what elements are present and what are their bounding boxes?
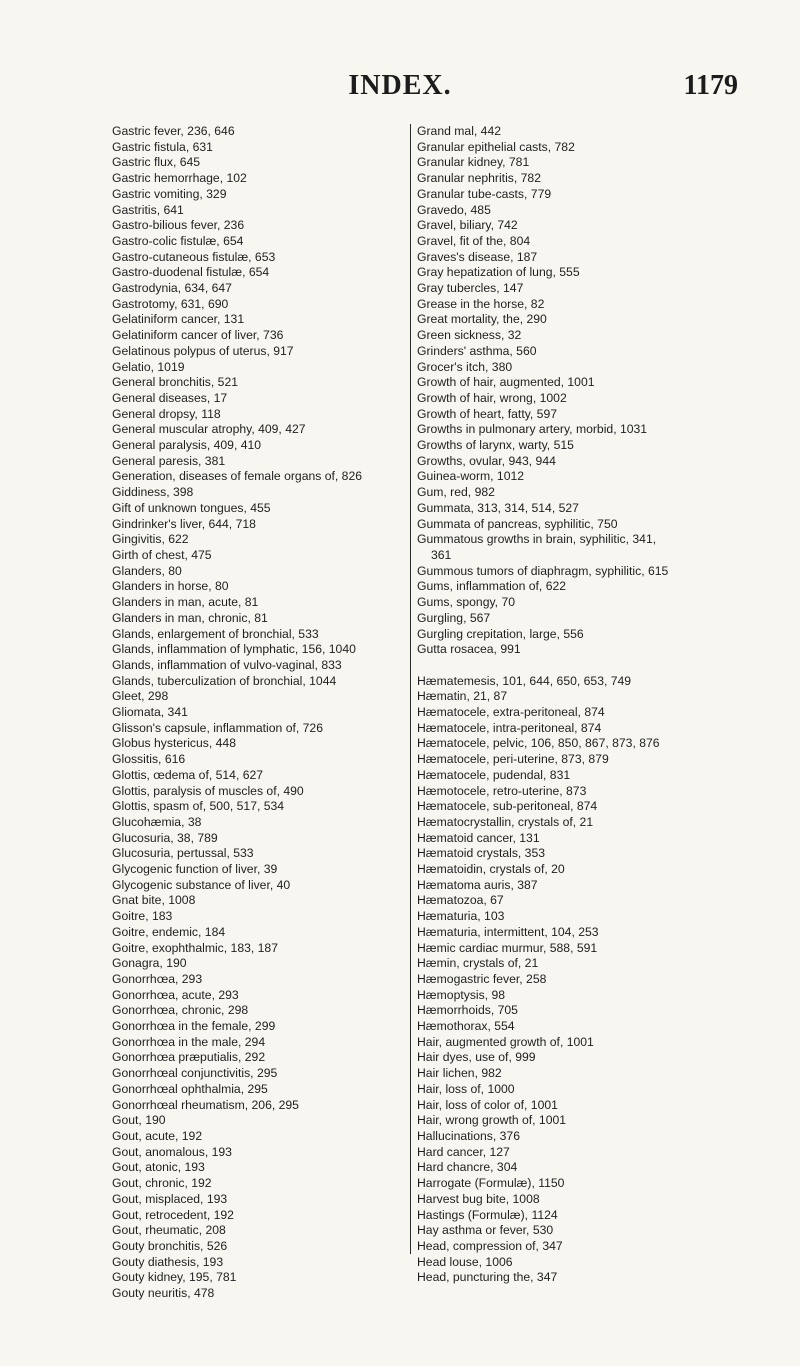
index-entry: Gastro-cutaneous fistulæ, 653 xyxy=(112,249,276,264)
index-entry: Gastric hemorrhage, 102 xyxy=(112,171,247,186)
index-entry: Gonorrhœa in the male, 294 xyxy=(112,1034,266,1049)
index-entry: General paresis, 381 xyxy=(112,453,226,468)
index-entry: Hæmogastric fever, 258 xyxy=(417,971,547,986)
index-entry: Granular tube-casts, 779 xyxy=(417,186,552,201)
index-entry: Gummata, 313, 314, 514, 527 xyxy=(417,500,579,515)
index-entry: Gelatiniform cancer of liver, 736 xyxy=(112,328,284,343)
index-entry: Hard chancre, 304 xyxy=(417,1160,518,1175)
index-entry: Grand mal, 442 xyxy=(417,124,502,138)
index-entry: Gummous tumors of diaphragm, syphilitic, 615 xyxy=(417,563,669,578)
index-entry: Gouty bronchitis, 526 xyxy=(112,1238,228,1253)
index-entry: Glisson's capsule, inflammation of, 726 xyxy=(112,720,323,735)
index-entry: Gastro-colic fistulæ, 654 xyxy=(112,233,244,248)
index-entry: Hay asthma or fever, 530 xyxy=(417,1223,554,1238)
index-entry: Gonorrhœa præputialis, 292 xyxy=(112,1050,266,1065)
index-entry: Glanders, 80 xyxy=(112,563,182,578)
index-entry: Gravedo, 485 xyxy=(417,202,491,217)
index-entry: Hæmatemesis, 101, 644, 650, 653, 749 xyxy=(417,673,632,688)
index-entry: Goitre, 183 xyxy=(112,909,173,924)
index-entry: Giddiness, 398 xyxy=(112,485,194,500)
index-entry: Glucosuria, 38, 789 xyxy=(112,830,218,845)
index-entry: Generation, diseases of female organs of, 826 xyxy=(112,469,362,484)
index-entry: Grocer's itch, 380 xyxy=(417,359,513,374)
index-entry: General muscular atrophy, 409, 427 xyxy=(112,422,306,437)
index-entry: Gout, misplaced, 193 xyxy=(112,1191,228,1206)
index-entry: Glands, inflammation of vulvo-vaginal, 833 xyxy=(112,657,342,672)
index-entry: Glanders in horse, 80 xyxy=(112,579,229,594)
index-entry: Gastritis, 641 xyxy=(112,202,184,217)
index-entry: Hæmothorax, 554 xyxy=(417,1019,515,1034)
index-entry: Gonorrhœa, acute, 293 xyxy=(112,987,239,1002)
index-entry: Girth of chest, 475 xyxy=(112,547,212,562)
index-entry: Gastrotomy, 631, 690 xyxy=(112,296,229,311)
index-entry: Gurgling crepitation, large, 556 xyxy=(417,626,584,641)
index-entry: Globus hystericus, 448 xyxy=(112,736,236,751)
index-entry: Granular kidney, 781 xyxy=(417,155,530,170)
index-entry: Glottis, œdema of, 514, 627 xyxy=(112,767,264,782)
index-entry: Gastric vomiting, 329 xyxy=(112,186,227,201)
index-entry: Hair, loss of color of, 1001 xyxy=(417,1097,558,1112)
index-entry: Growth of heart, fatty, 597 xyxy=(417,406,558,421)
index-entry: Gastric fever, 236, 646 xyxy=(112,124,235,138)
index-entry: Gonagra, 190 xyxy=(112,956,187,971)
index-entry: Glucosuria, pertussal, 533 xyxy=(112,846,254,861)
index-entry: Hæmatozoa, 67 xyxy=(417,893,504,908)
index-entry: Gutta rosacea, 991 xyxy=(417,642,521,657)
index-entry: Gastric fistula, 631 xyxy=(112,139,213,154)
index-entry: Great mortality, the, 290 xyxy=(417,312,547,327)
column-divider xyxy=(410,124,411,1254)
index-entry: Gonorrhœa, 293 xyxy=(112,971,203,986)
index-column-right xyxy=(417,124,717,1286)
index-entry: Hæmatocrystallin, crystals of, 21 xyxy=(417,814,594,829)
index-entry: Hæmotocele, retro-uterine, 873 xyxy=(417,783,587,798)
index-entry: Granular nephritis, 782 xyxy=(417,171,541,186)
index-entry: Hæmatocele, pudendal, 831 xyxy=(417,767,571,782)
index-entry: Gravel, fit of the, 804 xyxy=(417,233,531,248)
index-entry: Hæmatocele, extra-peritoneal, 874 xyxy=(417,705,605,719)
index-entry: Hæmatin, 21, 87 xyxy=(417,689,508,704)
index-entry: Hair, loss of, 1000 xyxy=(417,1081,515,1096)
index-entry: General dropsy, 118 xyxy=(112,406,221,421)
index-entry: Gouty neuritis, 478 xyxy=(112,1286,215,1301)
index-entry: Head louse, 1006 xyxy=(417,1254,513,1269)
index-entry: Granular epithelial casts, 782 xyxy=(417,139,575,154)
index-entry: Gurgling, 567 xyxy=(417,610,491,625)
index-entry: Hair, wrong growth of, 1001 xyxy=(417,1113,567,1128)
index-entry: Gray hepatization of lung, 555 xyxy=(417,265,580,280)
index-entry: Gout, rheumatic, 208 xyxy=(112,1223,226,1238)
index-entry: Hæmoptysis, 98 xyxy=(417,987,506,1002)
index-entry: Glottis, paralysis of muscles of, 490 xyxy=(112,783,304,798)
index-entry: Growths, ovular, 943, 944 xyxy=(417,453,556,468)
index-entry: Hæmaturia, intermittent, 104, 253 xyxy=(417,924,599,939)
index-entry: Gout, atonic, 193 xyxy=(112,1160,205,1175)
index-entry: Gums, inflammation of, 622 xyxy=(417,579,567,594)
index-entry: Hæmin, crystals of, 21 xyxy=(417,956,539,971)
index-entry: Gnat bite, 1008 xyxy=(112,893,196,908)
index-entry: Glossitis, 616 xyxy=(112,752,186,767)
index-entry: Glycogenic substance of liver, 40 xyxy=(112,877,291,892)
index-entry: Green sickness, 32 xyxy=(417,328,522,343)
index-entry: Head, compression of, 347 xyxy=(417,1238,563,1253)
index-entry: 361 xyxy=(431,547,452,562)
index-entry: Hæmatocele, intra-peritoneal, 874 xyxy=(417,720,602,735)
index-entry: Gelatiniform cancer, 131 xyxy=(112,312,245,327)
index-column-left xyxy=(112,124,402,1302)
index-entry: Glanders in man, chronic, 81 xyxy=(112,610,268,625)
page-title: INDEX. xyxy=(348,70,452,101)
index-entry: Guinea-worm, 1012 xyxy=(417,469,525,484)
index-entry: Gastric flux, 645 xyxy=(112,155,201,170)
index-entry: Gout, acute, 192 xyxy=(112,1129,203,1143)
index-entry: Gonorrhœa, chronic, 298 xyxy=(112,1003,249,1018)
index-entry: Gastro-duodenal fistulæ, 654 xyxy=(112,265,270,280)
page-header xyxy=(0,70,800,110)
index-entry: Gonorrhœal conjunctivitis, 295 xyxy=(112,1066,278,1081)
index-entry: Gelatio, 1019 xyxy=(112,359,185,374)
index-entry: Hastings (Formulæ), 1124 xyxy=(417,1207,558,1222)
index-entry: Goitre, exophthalmic, 183, 187 xyxy=(112,940,278,955)
index-entry: Gummatous growths in brain, syphilitic, 341, xyxy=(417,532,657,547)
index-entry: Gliomata, 341 xyxy=(112,705,188,720)
index-entry: Gonorrhœal ophthalmia, 295 xyxy=(112,1081,268,1096)
index-entry: Gray tubercles, 147 xyxy=(417,281,524,296)
index-entry: Gingivitis, 622 xyxy=(112,532,189,547)
index-entry: General bronchitis, 521 xyxy=(112,375,239,390)
index-entry: Glands, enlargement of bronchial, 533 xyxy=(112,626,319,641)
index-entry: Gummata of pancreas, syphilitic, 750 xyxy=(417,516,618,531)
index-entry: Gonorrhœa in the female, 299 xyxy=(112,1019,276,1034)
index-entry: Gout, anomalous, 193 xyxy=(112,1144,232,1159)
index-entry: Hæmatoid crystals, 353 xyxy=(417,846,546,861)
index-entry: Growth of hair, augmented, 1001 xyxy=(417,375,595,390)
index-entry: Gonorrhœal rheumatism, 206, 295 xyxy=(112,1097,299,1112)
index-entry: Gelatinous polypus of uterus, 917 xyxy=(112,343,294,358)
index-entry: Gravel, biliary, 742 xyxy=(417,218,518,233)
index-entry: Hæmatocele, sub-peritoneal, 874 xyxy=(417,799,598,814)
index-entry: Grease in the horse, 82 xyxy=(417,296,545,311)
index-entry: Hæmatoidin, crystals of, 20 xyxy=(417,862,565,877)
index-entry: Hæmorrhoids, 705 xyxy=(417,1003,518,1018)
index-entry: Growths in pulmonary artery, morbid, 1031 xyxy=(417,422,648,437)
index-entry: Harvest bug bite, 1008 xyxy=(417,1191,540,1206)
page-number: 1179 xyxy=(683,70,738,101)
index-entry: Hæmic cardiac murmur, 588, 591 xyxy=(417,940,598,955)
index-entry: Hæmatoid cancer, 131 xyxy=(417,830,540,845)
index-entry: Hæmatoma auris, 387 xyxy=(417,877,538,892)
index-entry: Gastrodynia, 634, 647 xyxy=(112,281,232,296)
index-entry: Hard cancer, 127 xyxy=(417,1144,510,1159)
index-entry: Gout, chronic, 192 xyxy=(112,1176,212,1191)
index-entry: Gum, red, 982 xyxy=(417,485,495,500)
index-entry: Graves's disease, 187 xyxy=(417,249,538,264)
index-entry: Gouty kidney, 195, 781 xyxy=(112,1270,237,1285)
index-entry: Glands, tuberculization of bronchial, 1044 xyxy=(112,673,337,688)
index-entry: Head, puncturing the, 347 xyxy=(417,1270,558,1285)
index-entry: Hair lichen, 982 xyxy=(417,1066,502,1081)
index-entry: Gift of unknown tongues, 455 xyxy=(112,500,271,515)
index-entry: Gleet, 298 xyxy=(112,689,169,704)
index-entry: Gout, 190 xyxy=(112,1113,166,1128)
index-entry: General diseases, 17 xyxy=(112,390,228,405)
index-entry: Growth of hair, wrong, 1002 xyxy=(417,390,567,405)
index-entry: Gouty diathesis, 193 xyxy=(112,1254,224,1269)
index-entry: Gout, retrocedent, 192 xyxy=(112,1207,234,1222)
index-entry: Glucohæmia, 38 xyxy=(112,814,202,829)
index-entry: Gastro-bilious fever, 236 xyxy=(112,218,245,233)
index-entry: Glands, inflammation of lymphatic, 156, 1040 xyxy=(112,642,356,657)
index-entry: Glanders in man, acute, 81 xyxy=(112,595,259,610)
index-entry: Grinders' asthma, 560 xyxy=(417,343,537,358)
index-entry: Goitre, endemic, 184 xyxy=(112,924,226,939)
index-entry: Hæmaturia, 103 xyxy=(417,909,505,924)
index-entry: Hair dyes, use of, 999 xyxy=(417,1050,536,1065)
index-entry: Hæmatocele, pelvic, 106, 850, 867, 873, 876 xyxy=(417,736,660,751)
index-entry: Hæmatocele, peri-uterine, 873, 879 xyxy=(417,752,609,767)
index-entry: Hallucinations, 376 xyxy=(417,1128,520,1143)
index-entry: Gindrinker's liver, 644, 718 xyxy=(112,516,256,531)
index-entry: Harrogate (Formulæ), 1150 xyxy=(417,1176,565,1191)
index-entry: Growths of larynx, warty, 515 xyxy=(417,438,574,453)
index-entry: Glottis, spasm of, 500, 517, 534 xyxy=(112,799,285,814)
index-entry: General paralysis, 409, 410 xyxy=(112,438,262,453)
index-entry: Glycogenic function of liver, 39 xyxy=(112,862,278,877)
index-entry: Gums, spongy, 70 xyxy=(417,595,515,610)
index-entry: Hair, augmented growth of, 1001 xyxy=(417,1034,594,1049)
section-gap xyxy=(417,658,717,674)
